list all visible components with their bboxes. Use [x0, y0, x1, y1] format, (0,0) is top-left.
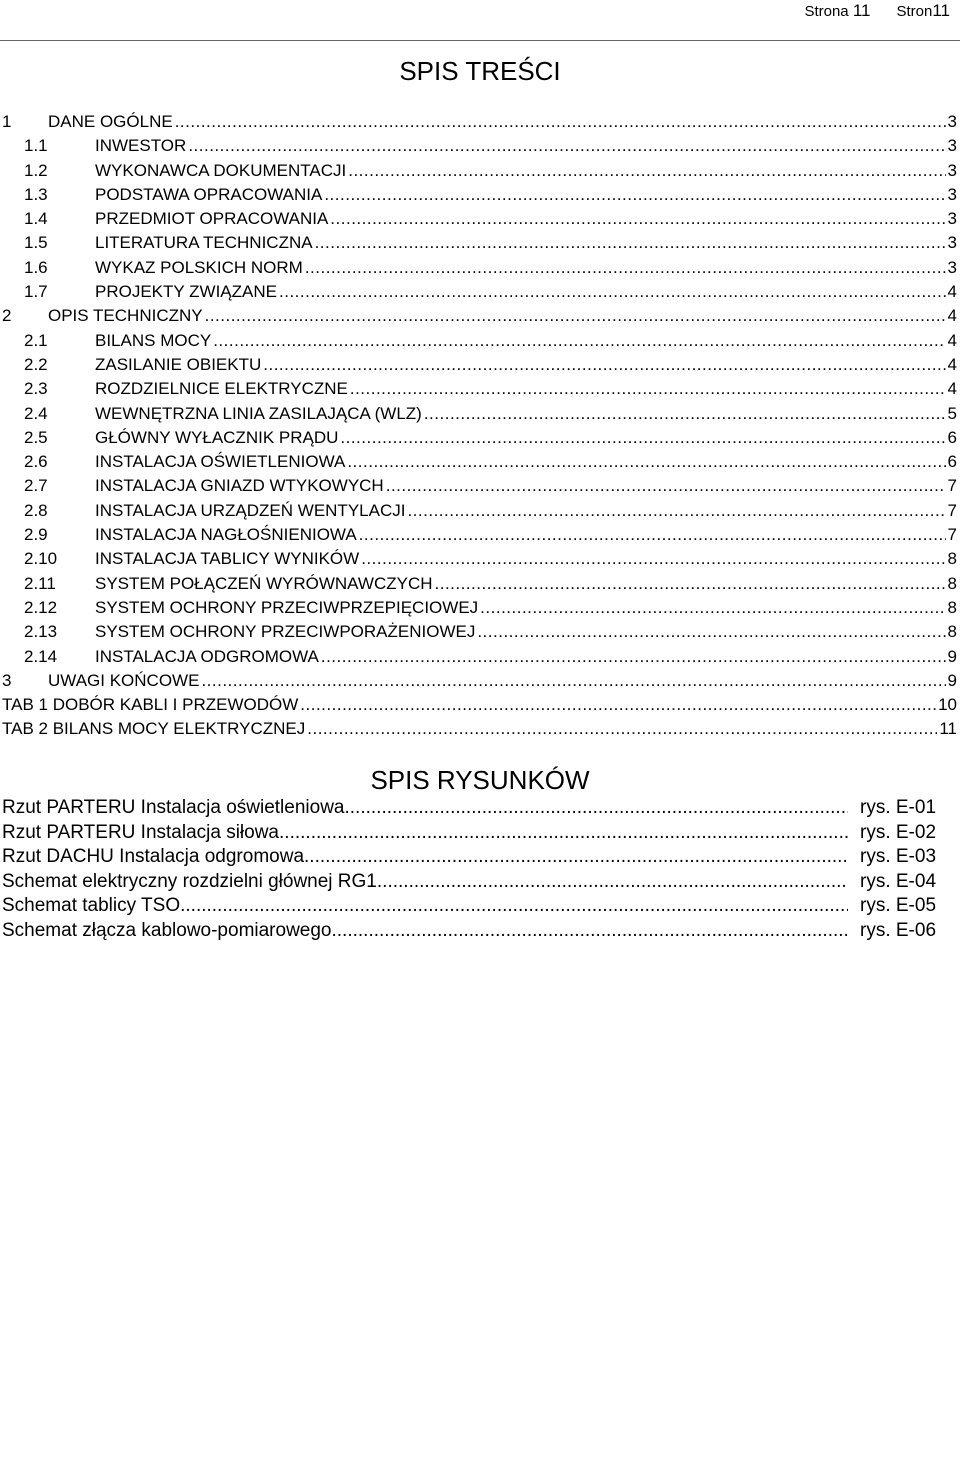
toc-entry[interactable]	[2, 523, 960, 547]
toc-entry-title: UWAGI KOŃCOWE	[48, 670, 200, 690]
toc-leader-dots	[347, 450, 945, 474]
toc-entry[interactable]	[2, 183, 960, 207]
toc-entry-title: TAB 2 BILANS MOCY ELEKTRYCZNEJ	[2, 719, 306, 739]
toc-entry[interactable]	[2, 717, 960, 741]
toc-entry[interactable]	[2, 353, 960, 377]
toc-entry[interactable]	[2, 596, 960, 620]
toc-entry-number: 2.9	[24, 525, 48, 545]
toc-entry[interactable]	[2, 693, 960, 717]
toc-entry-title: OPIS TECHNICZNY	[48, 306, 203, 326]
toc-leader-dots	[435, 572, 946, 596]
figure-entry[interactable]	[2, 821, 960, 846]
toc-entry-number: 2.3	[24, 379, 48, 399]
figure-entry-ref: rys. E-06	[860, 919, 937, 941]
figure-leader-dots	[304, 845, 848, 869]
figure-entry-ref: rys. E-03	[860, 846, 937, 868]
toc-entry[interactable]	[2, 280, 960, 304]
toc-entry-number: 3	[2, 670, 12, 690]
figure-entry-title: Schemat złącza kablowo-pomiarowego	[2, 919, 332, 941]
toc-entry-title: SYSTEM POŁĄCZEŃ WYRÓWNAWCZYCH	[95, 573, 433, 593]
toc-entry-title: INSTALACJA NAGŁOŚNIENIOWA	[95, 525, 357, 545]
page-number	[804, 1, 870, 21]
toc-leader-dots	[359, 523, 946, 547]
toc-entry-title: DANE OGÓLNE	[48, 112, 173, 131]
toc-leader-dots	[407, 499, 945, 523]
toc-entry-page: 6	[947, 452, 957, 472]
toc-entry[interactable]	[2, 450, 960, 474]
page-label: Strona	[804, 3, 849, 20]
toc-entry-page: 4	[947, 282, 957, 302]
toc-entry-title: INSTALACJA OŚWIETLENIOWA	[95, 452, 346, 472]
toc-entry-page: 3	[947, 184, 957, 204]
toc-entry-page: 8	[947, 549, 957, 569]
toc-entry-number: 2.2	[24, 354, 48, 374]
toc-leader-dots	[330, 207, 945, 231]
toc-entry-page: 7	[947, 476, 957, 496]
toc-leader-dots	[201, 669, 945, 693]
toc-entry-page: 4	[947, 330, 957, 350]
toc-entry[interactable]	[2, 159, 960, 183]
toc-entry-number: 1.4	[24, 209, 48, 229]
toc-entry-title: WYKONAWCA DOKUMENTACJI	[95, 160, 347, 180]
toc-entry-page: 11	[939, 719, 957, 739]
toc-leader-dots	[350, 377, 946, 401]
toc-entry-page: 8	[947, 573, 957, 593]
toc-entry-page: 4	[947, 379, 957, 399]
toc-leader-dots	[305, 256, 946, 280]
toc-entry-number: 1.3	[24, 184, 48, 204]
figure-entry-ref: rys. E-02	[860, 821, 937, 843]
toc-entry-number: 1.6	[24, 257, 48, 277]
figure-entry-title: Rzut DACHU Instalacja odgromowa	[2, 846, 305, 868]
toc-entry[interactable]	[2, 304, 960, 328]
toc-entry-number: 1.1	[24, 136, 48, 156]
figure-entry-ref: rys. E-05	[860, 895, 937, 917]
toc-leader-dots	[300, 693, 936, 717]
page-number-value: 11	[852, 1, 871, 20]
toc-leader-dots	[315, 231, 946, 255]
toc-entry-page: 8	[947, 622, 957, 642]
toc-leader-dots	[348, 159, 945, 183]
toc-entry-number: 2.13	[24, 622, 58, 642]
toc-entry-title: SYSTEM OCHRONY PRZECIWPORAŻENIOWEJ	[95, 622, 476, 642]
toc-entry-number: 2.8	[24, 500, 48, 520]
toc-entry-title: INSTALACJA ODGROMOWA	[95, 646, 319, 666]
figure-leader-dots	[279, 821, 848, 845]
figure-entry-ref: rys. E-04	[860, 870, 937, 892]
toc-entry[interactable]	[2, 620, 960, 644]
toc-leader-dots	[340, 426, 945, 450]
figure-entry[interactable]	[2, 870, 960, 895]
toc-leader-dots	[263, 353, 945, 377]
toc-entry-page: 10	[938, 695, 957, 715]
toc-entry-title: INSTALACJA GNIAZD WTYKOWYCH	[95, 476, 384, 496]
toc-entry-number: 2.10	[24, 549, 58, 569]
toc-entry-title: INSTALACJA TABLICY WYNIKÓW	[95, 549, 360, 569]
page-count	[896, 1, 950, 21]
figure-entry[interactable]	[2, 845, 960, 870]
toc-entry[interactable]	[2, 645, 960, 669]
toc-entry-title: WEWNĘTRZNA LINIA ZASILAJĄCA (WLZ)	[95, 403, 422, 423]
figure-entry-title: Schemat elektryczny rozdzielni głównej RG1	[2, 870, 377, 892]
toc-entry-page: 7	[947, 525, 957, 545]
page-count-value: 11	[932, 1, 950, 20]
toc-entry-title: LITERATURA TECHNICZNA	[95, 233, 313, 253]
toc-entry-page: 9	[947, 670, 957, 690]
toc-entry-number: 1.2	[24, 160, 48, 180]
toc-entry-page: 3	[947, 136, 957, 156]
list-of-figures	[2, 796, 960, 944]
toc-leader-dots	[477, 620, 945, 644]
figures-title: SPIS RYSUNKÓW	[370, 765, 590, 795]
toc-entry-page: 6	[947, 427, 957, 447]
toc-title: SPIS TREŚCI	[399, 56, 561, 86]
figure-leader-dots	[377, 870, 848, 894]
toc-entry-page: 4	[947, 354, 957, 374]
toc-entry-number: 2.4	[24, 403, 48, 423]
toc-entry-title: SYSTEM OCHRONY PRZECIWPRZEPIĘCIOWEJ	[95, 597, 479, 617]
toc-entry-title: PROJEKTY ZWIĄZANE	[95, 282, 277, 302]
toc-entry-number: 2	[2, 306, 12, 326]
figure-leader-dots	[180, 894, 848, 918]
table-of-contents	[2, 110, 960, 742]
toc-entry[interactable]	[2, 134, 960, 158]
toc-entry-page: 3	[947, 160, 957, 180]
toc-entry-page: 3	[947, 257, 957, 277]
figure-entry-ref: rys. E-01	[860, 797, 937, 818]
toc-entry-title: WYKAZ POLSKICH NORM	[95, 257, 303, 277]
toc-leader-dots	[480, 596, 945, 620]
toc-leader-dots	[279, 280, 946, 304]
toc-leader-dots	[205, 304, 946, 328]
toc-entry[interactable]	[2, 256, 960, 280]
toc-entry-page: 4	[947, 306, 957, 326]
toc-entry-page: 3	[947, 209, 957, 229]
toc-entry-title: BILANS MOCY	[95, 330, 212, 350]
toc-entry-number: 2.5	[24, 427, 48, 447]
figure-entry-title: Rzut PARTERU Instalacja oświetleniowa	[2, 797, 345, 818]
toc-entry[interactable]	[2, 499, 960, 523]
toc-leader-dots	[321, 645, 946, 669]
toc-entry-title: ROZDZIELNICE ELEKTRYCZNE	[95, 379, 348, 399]
toc-entry-title: PODSTAWA OPRACOWANIA	[95, 184, 323, 204]
toc-entry-number: 2.11	[24, 573, 56, 593]
header-rule	[0, 40, 960, 41]
toc-entry[interactable]	[2, 110, 960, 134]
figure-entry[interactable]	[2, 919, 960, 944]
figure-entry-title: Schemat tablicy TSO	[2, 895, 181, 917]
toc-leader-dots	[213, 329, 945, 353]
page-count-label: Stron	[896, 3, 933, 20]
toc-leader-dots	[424, 402, 946, 426]
toc-entry[interactable]	[2, 474, 960, 498]
toc-leader-dots	[324, 183, 945, 207]
toc-entry-title: ZASILANIE OBIEKTU	[95, 354, 262, 374]
toc-entry-page: 9	[947, 646, 957, 666]
figure-leader-dots	[332, 919, 848, 943]
toc-entry[interactable]	[2, 402, 960, 426]
figure-entry[interactable]	[2, 894, 960, 919]
toc-leader-dots	[188, 134, 945, 158]
page-header	[804, 0, 950, 22]
toc-entry-number: 2.14	[24, 646, 58, 666]
toc-entry-title: TAB 1 DOBÓR KABLI I PRZEWODÓW	[2, 695, 299, 715]
toc-entry[interactable]	[2, 231, 960, 255]
figure-entry[interactable]	[2, 796, 960, 821]
toc-entry[interactable]	[2, 426, 960, 450]
toc-entry[interactable]	[2, 669, 960, 693]
toc-leader-dots	[307, 717, 937, 741]
toc-entry-number: 1	[2, 112, 12, 131]
toc-entry-title: INSTALACJA URZĄDZEŃ WENTYLACJI	[95, 500, 406, 520]
toc-entry-number: 2.1	[24, 330, 48, 350]
toc-entry[interactable]	[2, 547, 960, 571]
toc-entry-number: 1.7	[24, 282, 48, 302]
toc-entry[interactable]	[2, 207, 960, 231]
toc-leader-dots	[386, 474, 946, 498]
toc-entry-page: 7	[947, 500, 957, 520]
toc-entry[interactable]	[2, 572, 960, 596]
toc-entry-title: PRZEDMIOT OPRACOWANIA	[95, 209, 329, 229]
toc-entry-number: 2.7	[24, 476, 48, 496]
toc-entry-number: 2.6	[24, 452, 48, 472]
toc-entry[interactable]	[2, 377, 960, 401]
toc-leader-dots	[361, 547, 945, 571]
toc-entry-page: 3	[947, 233, 957, 253]
toc-entry[interactable]	[2, 329, 960, 353]
toc-entry-page: 5	[947, 403, 957, 423]
toc-entry-number: 1.5	[24, 233, 48, 253]
toc-entry-title: INWESTOR	[95, 136, 187, 156]
toc-entry-number: 2.12	[24, 597, 58, 617]
toc-leader-dots	[175, 110, 946, 134]
toc-entry-title: GŁÓWNY WYŁACZNIK PRĄDU	[95, 427, 339, 447]
figure-leader-dots	[345, 796, 848, 820]
toc-entry-page: 3	[947, 112, 957, 131]
toc-entry-page: 8	[947, 597, 957, 617]
figure-entry-title: Rzut PARTERU Instalacja siłowa	[2, 821, 280, 843]
